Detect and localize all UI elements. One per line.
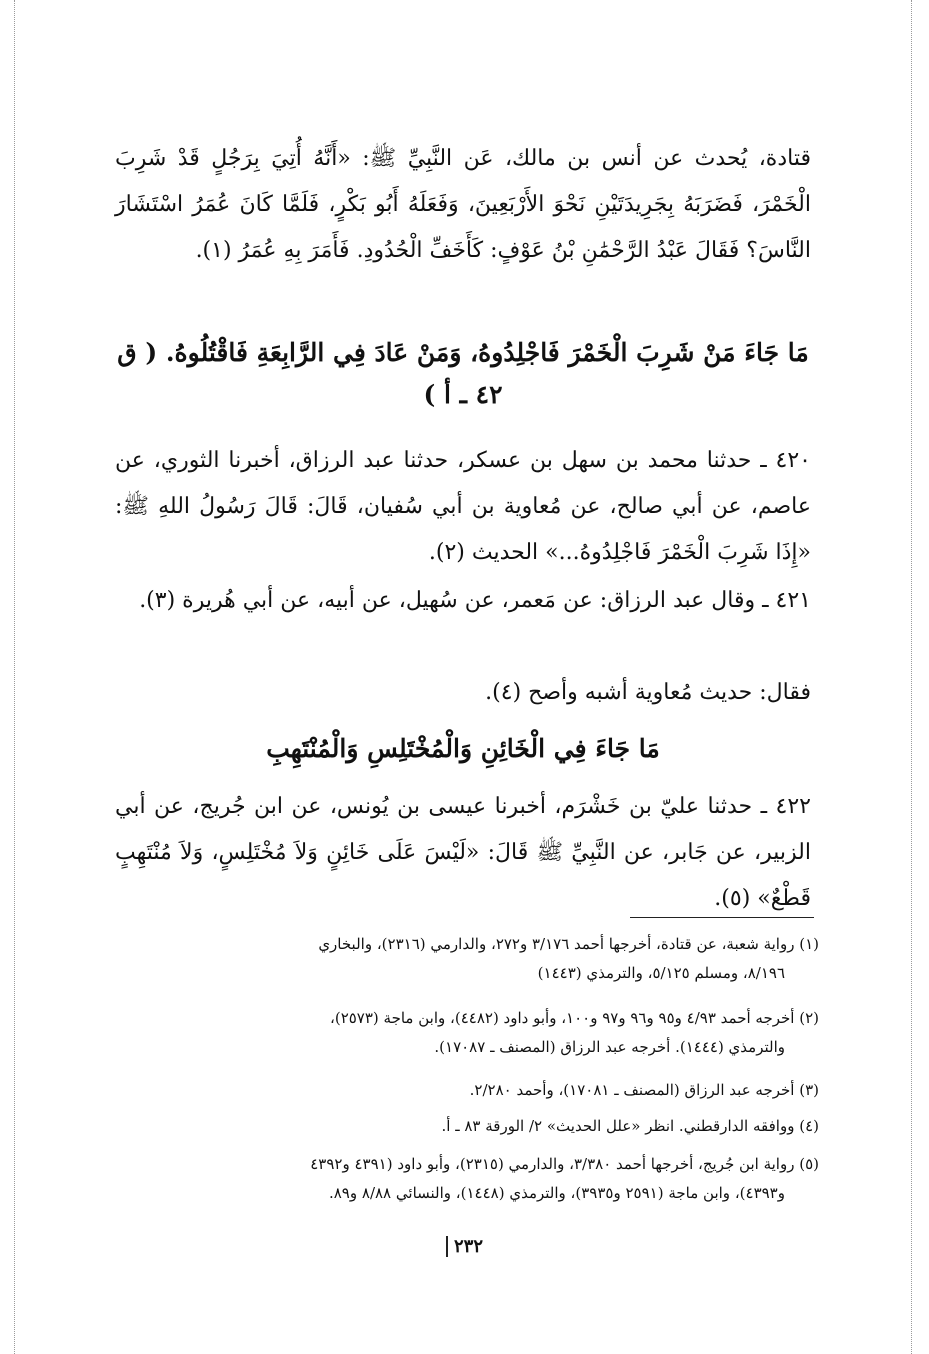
footnote-2 bbox=[109, 1004, 819, 1062]
scan-edge-left bbox=[14, 0, 15, 1354]
footnote-2-text: (٢) أخرجه أحمد ٤/٩٣ و٩٥ و٩٦ و٩٧ و١٠٠، وأبو داود (٤٤٨٢)، وابن ماجة (٢٥٧٣)، bbox=[329, 1009, 819, 1027]
section-heading-1: مَا جَاءَ مَنْ شَرِبَ الْخَمْرَ فَاجْلِدُوهُ، وَمَنْ عَادَ فِي الرَّابِعَةِ فَاقْتُلُوهُ. ( ق ٤٢ ـ أ ) bbox=[117, 338, 809, 409]
footnote-1-text: (١) رواية شعبة، عن قتادة، أخرجها أحمد ٣/١٧٦ و٢٧٢، والدارمي (٢٣١٦)، والبخاري bbox=[318, 935, 819, 953]
footnote-3 bbox=[109, 1076, 819, 1105]
paragraph-intro: قتادة، يُحدث عن أنس بن مالك، عَن النَّبِيِّ ﷺ: «أَنَّهُ أُتِيَ بِرَجُلٍ قَدْ شَرِبَ الْخَمْرَ، فَضَرَبَهُ بِجَرِيدَتَيْنِ نَحْوَ الأَرْبَعِينَ، وَفَعَلَهُ أَبُو بَكْرٍ، فَلَمَّا كَانَ عُمَرُ اسْتَشَارَ النَّاسَ؟ فَقَالَ عَبْدُ الرَّحْمَٰنِ بْنُ عَوْفٍ: كَأَخَفِّ الْحُدُودِ. فَأَمَرَ بِهِ عُمَرُ (١). bbox=[115, 146, 811, 263]
hadith-421: ٤٢١ ـ وقال عبد الرزاق: عن مَعمر، عن سُهيل، عن أبيه، عن أبي هُريرة (٣). bbox=[139, 588, 811, 613]
footnote-5-text: (٥) رواية ابن جُريج، أخرجها أحمد ٣/٣٨٠، والدارمي (٢٣١٥)، وأبو داود (٤٣٩١ و٤٣٩٢ bbox=[310, 1155, 819, 1173]
page-number bbox=[0, 1236, 929, 1257]
section-heading-2: مَا جَاءَ فِي الْخَائِنِ وَالْمُخْتَلِسِ وَالْمُنْتَهِبِ bbox=[266, 734, 660, 763]
hadith-422: ٤٢٢ ـ حدثنا عليّ بن خَشْرَم، أخبرنا عيسى بن يُونس، عن ابن جُريج، عن أبي الزبير، عن جَابر، عن النَّبِيِّ ﷺ قَالَ: «لَيْسَ عَلَى خَائِنٍ وَلاَ مُخْتَلِسٍ، وَلاَ مُنْتَهِبٍ قَطْعٌ» (٥). bbox=[115, 794, 811, 911]
footnote-4 bbox=[109, 1112, 819, 1141]
hadith-420: ٤٢٠ ـ حدثنا محمد بن سهل بن عسكر، حدثنا عبد الرزاق، أخبرنا الثوري، عن عاصم، عن أبي صالح، عن مُعاوية بن أبي سُفيان، قَالَ: قَالَ رَسُولُ اللهِ ﷺ: «إِذَا شَرِبَ الْخَمْرَ فَاجْلِدُوهُ...» الحديث (٢). bbox=[115, 448, 811, 565]
footnote-1 bbox=[109, 930, 819, 988]
scan-edge-right bbox=[911, 0, 912, 1354]
footnote-1-continuation: ٨/١٩٦، ومسلم ٥/١٢٥، والترمذي (١٤٤٣) bbox=[537, 964, 785, 982]
page-number-text: ٢٣٢ bbox=[446, 1236, 483, 1257]
footnote-5 bbox=[109, 1150, 819, 1208]
comment-line: فقال: حديث مُعاوية أشبه وأصح (٤). bbox=[485, 680, 811, 705]
footnote-4-text: (٤) ووافقه الدارقطني. انظر «علل الحديث» ٢/ الورقة ٨٣ ـ أ. bbox=[441, 1117, 819, 1135]
footnote-5-continuation: و٤٣٩٣)، وابن ماجة (٢٥٩١ و٣٩٣٥)، والترمذي (١٤٤٨)، والنسائي ٨/٨٨ و٨٩. bbox=[328, 1184, 785, 1202]
footnote-separator bbox=[630, 917, 814, 918]
footnote-3-text: (٣) أخرجه عبد الرزاق (المصنف ـ ١٧٠٨١)، وأحمد ٢/٢٨٠. bbox=[469, 1081, 819, 1099]
footnote-2-continuation: والترمذي (١٤٤٤). أخرجه عبد الرزاق (المصنف ـ ١٧٠٨٧). bbox=[434, 1038, 785, 1056]
